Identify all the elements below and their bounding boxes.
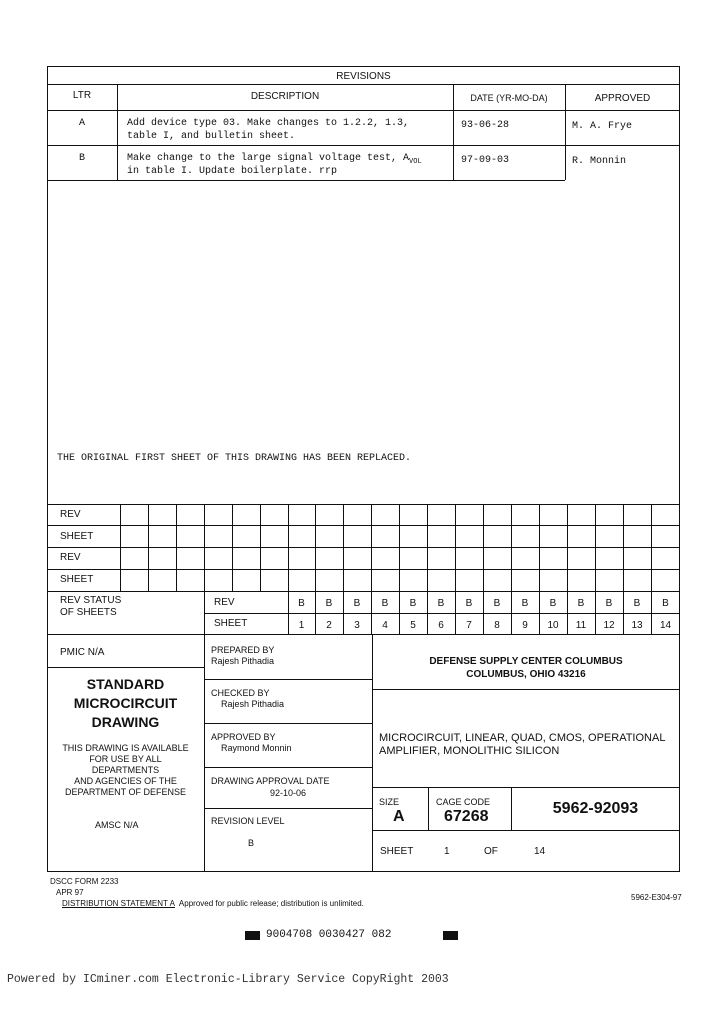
sheet-row-label: SHEET xyxy=(60,574,94,585)
rev-status-rev-cell: B xyxy=(409,598,417,609)
rev-status-rev-cell: B xyxy=(493,598,501,609)
divider xyxy=(204,767,372,768)
checked-by-label: CHECKED BY xyxy=(211,688,270,698)
divider xyxy=(204,808,372,809)
size-value: A xyxy=(393,808,405,825)
rev-status-sheet-cell: 12 xyxy=(603,620,615,631)
drawing-title-text: MICROCIRCUIT, LINEAR, QUAD, CMOS, OPERATIONAL xyxy=(379,732,666,744)
powered-by-footer: Powered by ICminer.com Electronic-Library Service CopyRight 2003 xyxy=(7,973,449,986)
rev-status-rev-cell: B xyxy=(662,598,669,609)
size-label: SIZE xyxy=(379,797,400,807)
rev-status-rev-cell: B xyxy=(325,598,333,609)
barcode-number: 9004708 0030427 082 xyxy=(266,929,392,941)
grid-divider xyxy=(176,504,177,591)
grid-divider xyxy=(148,504,149,591)
sheet-number: 1 xyxy=(444,846,450,857)
rev-status-rev-cell: B xyxy=(605,598,613,609)
prepared-by-label: PREPARED BY xyxy=(211,645,275,655)
grid-divider xyxy=(399,504,400,634)
divider xyxy=(47,569,680,570)
grid-divider xyxy=(567,504,568,634)
availability-text: FOR USE BY ALL xyxy=(89,754,162,764)
availability-text: THIS DRAWING IS AVAILABLE xyxy=(62,743,189,753)
sheet-total: 14 xyxy=(534,846,546,857)
revision-approver: M. A. Frye xyxy=(572,121,633,132)
column-header-description: DESCRIPTION xyxy=(250,91,320,102)
availability-text: AND AGENCIES OF THE xyxy=(74,776,177,786)
rev-status-sheet-cell: 8 xyxy=(494,620,500,631)
divider xyxy=(372,787,680,788)
column-header-approved: APPROVED xyxy=(594,93,651,104)
sheet-row-label: SHEET xyxy=(60,531,94,542)
grid-divider xyxy=(232,504,233,591)
cage-code-label: CAGE CODE xyxy=(436,797,491,807)
drawing-title: DRAWING xyxy=(91,714,160,730)
agency-address: COLUMBUS, OHIO 43216 xyxy=(466,669,586,680)
revisions-header: REVISIONS xyxy=(336,71,391,82)
rev-row-label: REV xyxy=(60,509,81,520)
revision-letter: B xyxy=(78,153,85,164)
rev-status-rev-cell: B xyxy=(633,598,641,609)
rev-status-sheet-cell: 1 xyxy=(298,620,305,631)
revision-description-line xyxy=(127,153,452,166)
rev-status-sheet-label: SHEET xyxy=(214,618,248,629)
divider xyxy=(204,723,372,724)
pmic-label: PMIC N/A xyxy=(60,647,105,658)
drawing-title-text: AMPLIFIER, MONOLITHIC SILICON xyxy=(379,745,560,757)
rev-status-label: OF SHEETS xyxy=(60,607,117,618)
approved-by-name: Raymond Monnin xyxy=(221,743,292,753)
rev-status-label: REV STATUS xyxy=(60,595,122,606)
rev-status-sheet-cell: 4 xyxy=(382,620,388,631)
divider xyxy=(204,613,680,614)
rev-status-rev-cell: B xyxy=(298,598,305,609)
rev-row-label: REV xyxy=(60,552,81,563)
revision-letter: A xyxy=(78,118,85,129)
divider xyxy=(47,84,680,85)
divider xyxy=(120,504,121,591)
rev-status-rev-cell: B xyxy=(577,598,585,609)
standard-title: STANDARD xyxy=(86,676,165,692)
rev-status-rev-cell: B xyxy=(381,598,389,609)
revision-level: B xyxy=(248,838,255,848)
prepared-by-name: Rajesh Pithadia xyxy=(211,656,275,666)
grid-divider xyxy=(343,504,344,634)
amsc-label: AMSC N/A xyxy=(95,820,139,830)
divider xyxy=(47,180,565,181)
grid-divider xyxy=(288,504,289,634)
revision-date: 93-06-28 xyxy=(461,120,510,131)
subscript-vol: VOL xyxy=(409,158,422,166)
divider xyxy=(204,634,205,872)
rev-status-sheet-cell: 10 xyxy=(547,620,559,631)
revision-approver: R. Monnin xyxy=(572,156,627,167)
rev-status-sheet-cell: 9 xyxy=(522,620,528,631)
divider xyxy=(47,667,204,668)
rev-status-sheet-cell: 5 xyxy=(410,620,416,631)
divider xyxy=(204,679,372,680)
document-number: 5962-92093 xyxy=(552,800,639,817)
availability-text: DEPARTMENTS xyxy=(91,765,160,775)
divider xyxy=(372,689,680,690)
rev-status-rev-cell: B xyxy=(437,598,445,609)
rev-status-sheet-cell: 14 xyxy=(659,620,672,631)
approval-date: 92-10-06 xyxy=(270,788,307,798)
divider xyxy=(47,547,680,548)
of-label: OF xyxy=(484,846,498,857)
rev-status-rev-label: REV xyxy=(214,597,235,608)
checked-by-name: Rajesh Pithadia xyxy=(221,699,285,709)
rev-status-sheet-cell: 2 xyxy=(326,620,332,631)
form-date: APR 97 xyxy=(56,888,84,897)
revision-level-label: REVISION LEVEL xyxy=(211,816,285,826)
revision-description-line: table I, and bulletin sheet. xyxy=(127,131,296,142)
revision-description-text: Make change to the large signal voltage test, A xyxy=(127,153,410,164)
rev-status-sheet-cell: 11 xyxy=(575,620,587,631)
divider xyxy=(428,787,429,830)
revision-date: 97-09-03 xyxy=(461,155,510,166)
column-header-ltr: LTR xyxy=(72,90,92,101)
grid-divider xyxy=(427,504,428,634)
barcode-mark-right xyxy=(443,931,458,940)
grid-divider xyxy=(315,504,316,634)
approved-by-label: APPROVED BY xyxy=(211,732,276,742)
form-number: DSCC FORM 2233 xyxy=(50,877,119,886)
grid-divider xyxy=(483,504,484,634)
column-header-date: DATE (YR-MO-DA) xyxy=(470,93,548,103)
revision-description-line: in table I. Update boilerplate. rrp xyxy=(127,166,338,177)
divider xyxy=(47,145,680,146)
approval-date-label: DRAWING APPROVAL DATE xyxy=(211,776,330,786)
form-code: 5962-E304-97 xyxy=(631,893,682,902)
rev-status-sheet-cell: 6 xyxy=(438,620,444,631)
grid-divider xyxy=(511,504,512,634)
cage-code-value: 67268 xyxy=(444,808,489,825)
grid-divider xyxy=(651,504,652,634)
grid-divider xyxy=(455,504,456,634)
divider xyxy=(372,830,680,831)
sheet-label: SHEET xyxy=(380,846,414,857)
rev-status-rev-cell: B xyxy=(549,598,557,609)
divider xyxy=(47,591,680,592)
divider xyxy=(204,504,205,634)
distribution-text: Approved for public release; distribution is unlimited. xyxy=(178,899,364,908)
divider xyxy=(47,504,680,505)
microcircuit-title: MICROCIRCUIT xyxy=(73,695,178,711)
replaced-note: THE ORIGINAL FIRST SHEET OF THIS DRAWING HAS BEEN REPLACED. xyxy=(57,453,412,464)
grid-divider xyxy=(623,504,624,634)
rev-status-rev-cell: B xyxy=(353,598,361,609)
divider xyxy=(47,110,680,111)
availability-text: DEPARTMENT OF DEFENSE xyxy=(64,787,187,797)
rev-status-sheet-cell: 13 xyxy=(631,620,643,631)
distribution-statement xyxy=(62,899,364,908)
grid-divider xyxy=(371,504,372,634)
grid-divider xyxy=(595,504,596,634)
rev-status-sheet-cell: 3 xyxy=(354,620,360,631)
rev-status-rev-cell: B xyxy=(521,598,529,609)
distribution-label: DISTRIBUTION STATEMENT A xyxy=(62,899,175,908)
grid-divider xyxy=(260,504,261,591)
agency-name: DEFENSE SUPPLY CENTER COLUMBUS xyxy=(429,656,623,667)
divider xyxy=(47,525,680,526)
revision-description-line: Add device type 03. Make changes to 1.2.2, 1.3, xyxy=(127,118,410,129)
grid-divider xyxy=(539,504,540,634)
divider xyxy=(47,634,680,635)
rev-status-sheet-cell: 7 xyxy=(466,620,472,631)
barcode-mark-left xyxy=(245,931,260,940)
rev-status-rev-cell: B xyxy=(465,598,473,609)
